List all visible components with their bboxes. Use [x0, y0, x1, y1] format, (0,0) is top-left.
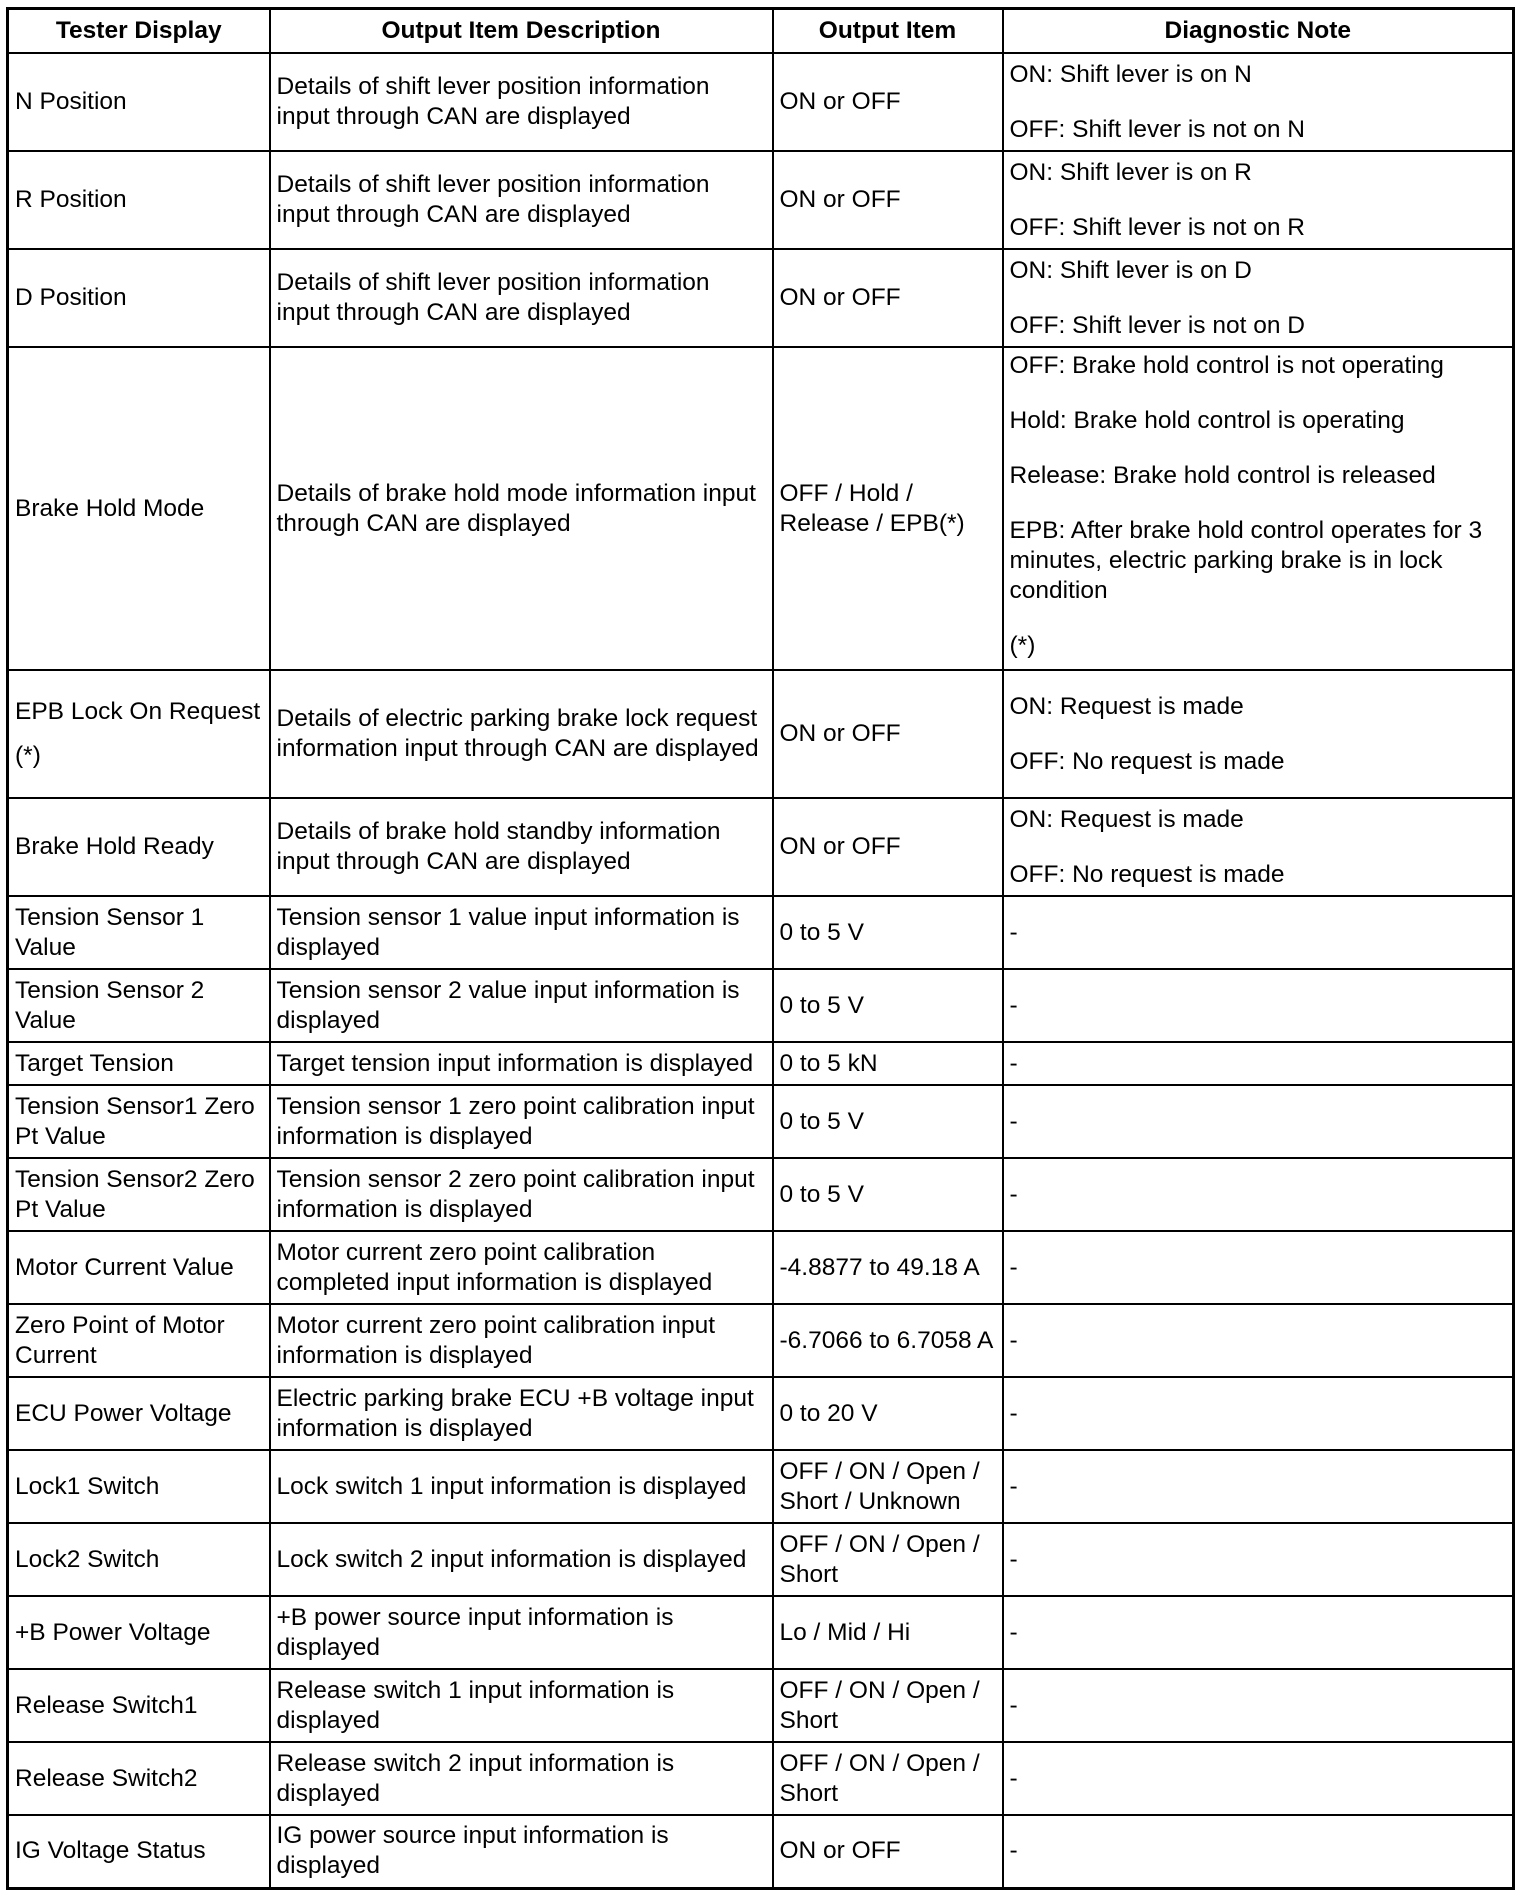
diagnostic-note-cell — [1003, 249, 1514, 347]
tester-display-cell — [8, 1669, 270, 1742]
diagnostic-note-cell — [1003, 1669, 1514, 1742]
tester-display-footnote: (*) — [15, 742, 41, 769]
table-row — [8, 1042, 1514, 1085]
output-item-cell: 0 to 20 V — [773, 1377, 1003, 1450]
table-row — [8, 1158, 1514, 1231]
header-output-item: Output Item — [773, 9, 1003, 54]
table-row — [8, 1377, 1514, 1450]
output-item-description-cell: Target tension input information is displayed — [270, 1042, 773, 1085]
diagnostic-note-line: - — [1009, 1180, 1018, 1208]
output-item-cell: OFF / ON / Open / Short — [773, 1523, 1003, 1596]
tester-display-cell — [8, 1085, 270, 1158]
diagnostic-note-line: - — [1009, 1107, 1018, 1135]
table-row — [8, 1085, 1514, 1158]
table-body — [8, 53, 1514, 1888]
table-row — [8, 347, 1514, 670]
data-monitor-table — [6, 7, 1515, 1890]
tester-display-text: D Position — [15, 284, 127, 311]
diagnostic-note-cell — [1003, 1085, 1514, 1158]
tester-display-cell — [8, 53, 270, 151]
tester-display-text: Brake Hold Ready — [15, 833, 214, 860]
output-item-cell: ON or OFF — [773, 1815, 1003, 1888]
tester-display-cell — [8, 798, 270, 896]
tester-display-cell — [8, 1042, 270, 1085]
header-output-item-description: Output Item Description — [270, 9, 773, 54]
diagnostic-note-cell — [1003, 347, 1514, 670]
diagnostic-note-line: ON: Shift lever is on D — [1009, 256, 1252, 284]
output-item-description-cell: Details of brake hold mode information input through CAN are displayed — [270, 347, 773, 670]
output-item-description-cell: Motor current zero point calibration completed input information is displayed — [270, 1231, 773, 1304]
table-row — [8, 896, 1514, 969]
tester-display-text: Target Tension — [15, 1049, 174, 1077]
diagnostic-note-line: - — [1009, 1049, 1018, 1077]
tester-display-cell — [8, 347, 270, 670]
output-item-description-cell: Tension sensor 2 value input information is displayed — [270, 969, 773, 1042]
table-row — [8, 1523, 1514, 1596]
output-item-description-cell: IG power source input information is displayed — [270, 1815, 773, 1888]
diagnostic-note-cell — [1003, 896, 1514, 969]
table-row — [8, 1669, 1514, 1742]
header-tester-display: Tester Display — [8, 9, 270, 54]
diagnostic-note-line: OFF: No request is made — [1009, 860, 1285, 888]
tester-display-cell — [8, 1158, 270, 1231]
output-item-description-cell: Details of shift lever position information input through CAN are displayed — [270, 249, 773, 347]
tester-display-cell — [8, 1742, 270, 1815]
diagnostic-note-cell — [1003, 798, 1514, 896]
table-row — [8, 670, 1514, 798]
tester-display-text: Tension Sensor 1 Value — [15, 903, 205, 961]
table-row — [8, 1742, 1514, 1815]
table-row — [8, 53, 1514, 151]
diagnostic-note-cell — [1003, 1231, 1514, 1304]
output-item-cell: OFF / ON / Open / Short / Unknown — [773, 1450, 1003, 1523]
diagnostic-note-line: OFF: Brake hold control is not operating — [1009, 352, 1444, 379]
table-row — [8, 1231, 1514, 1304]
diagnostic-note-cell — [1003, 1304, 1514, 1377]
tester-display-cell — [8, 151, 270, 249]
table-row — [8, 798, 1514, 896]
tester-display-cell — [8, 1377, 270, 1450]
tester-display-text: Release Switch1 — [15, 1691, 198, 1719]
diagnostic-note-cell — [1003, 1596, 1514, 1669]
diagnostic-note-cell — [1003, 1377, 1514, 1450]
output-item-description-cell: Lock switch 2 input information is displayed — [270, 1523, 773, 1596]
output-item-description-cell: Motor current zero point calibration input information is displayed — [270, 1304, 773, 1377]
diagnostic-note-line: ON: Request is made — [1009, 805, 1244, 833]
tester-display-text: Tension Sensor 2 Value — [15, 976, 205, 1034]
diagnostic-note-line: - — [1009, 1618, 1018, 1646]
output-item-description-cell: Lock switch 1 input information is displayed — [270, 1450, 773, 1523]
output-item-description-cell: Release switch 1 input information is displayed — [270, 1669, 773, 1742]
table-row — [8, 1450, 1514, 1523]
output-item-description-cell: Details of electric parking brake lock request information input through CAN are displayed — [270, 670, 773, 798]
output-item-description-cell: Tension sensor 1 value input information is displayed — [270, 896, 773, 969]
diagnostic-note-line: EPB: After brake hold control operates for 3 minutes, electric parking brake is in lock condition — [1009, 517, 1483, 604]
output-item-description-cell: Details of shift lever position information input through CAN are displayed — [270, 151, 773, 249]
tester-display-text: Zero Point of Motor Current — [15, 1311, 225, 1369]
diagnostic-note-cell — [1003, 53, 1514, 151]
diagnostic-note-line: (*) — [1009, 632, 1036, 659]
output-item-cell: 0 to 5 V — [773, 1085, 1003, 1158]
diagnostic-note-line: ON: Shift lever is on R — [1009, 158, 1252, 186]
output-item-cell: 0 to 5 kN — [773, 1042, 1003, 1085]
tester-display-cell — [8, 1450, 270, 1523]
output-item-cell: -4.8877 to 49.18 A — [773, 1231, 1003, 1304]
diagnostic-note-line: - — [1009, 1764, 1018, 1792]
diagnostic-note-line: ON: Shift lever is on N — [1009, 60, 1252, 88]
diagnostic-note-cell — [1003, 1523, 1514, 1596]
tester-display-cell — [8, 896, 270, 969]
table-row — [8, 1304, 1514, 1377]
output-item-cell: 0 to 5 V — [773, 1158, 1003, 1231]
diagnostic-note-line: - — [1009, 918, 1018, 946]
table-row — [8, 249, 1514, 347]
tester-display-text: Tension Sensor2 Zero Pt Value — [15, 1165, 255, 1223]
tester-display-text: +B Power Voltage — [15, 1618, 211, 1646]
output-item-description-cell: +B power source input information is displayed — [270, 1596, 773, 1669]
table-row — [8, 151, 1514, 249]
diagnostic-note-line: - — [1009, 1837, 1018, 1865]
output-item-cell: 0 to 5 V — [773, 896, 1003, 969]
diagnostic-note-line: - — [1009, 1691, 1018, 1719]
output-item-cell: 0 to 5 V — [773, 969, 1003, 1042]
tester-display-cell — [8, 1231, 270, 1304]
output-item-cell: ON or OFF — [773, 53, 1003, 151]
header-diagnostic-note: Diagnostic Note — [1003, 9, 1514, 54]
tester-display-text: N Position — [15, 88, 127, 115]
diagnostic-note-cell — [1003, 151, 1514, 249]
tester-display-text: Tension Sensor1 Zero Pt Value — [15, 1092, 255, 1150]
output-item-cell: Lo / Mid / Hi — [773, 1596, 1003, 1669]
tester-display-text: Lock2 Switch — [15, 1545, 160, 1573]
diagnostic-note-line: - — [1009, 1326, 1018, 1354]
diagnostic-note-cell — [1003, 1158, 1514, 1231]
output-item-description-cell: Tension sensor 2 zero point calibration input information is displayed — [270, 1158, 773, 1231]
table-row — [8, 969, 1514, 1042]
tester-display-text: R Position — [15, 186, 127, 213]
diagnostic-note-line: ON: Request is made — [1009, 692, 1244, 720]
output-item-description-cell: Details of brake hold standby information input through CAN are displayed — [270, 798, 773, 896]
tester-display-text: Brake Hold Mode — [15, 494, 205, 522]
diagnostic-note-line: OFF: Shift lever is not on D — [1009, 311, 1305, 339]
tester-display-cell — [8, 1815, 270, 1888]
output-item-cell: OFF / ON / Open / Short — [773, 1742, 1003, 1815]
diagnostic-note-line: OFF: Shift lever is not on N — [1009, 115, 1305, 143]
diagnostic-note-line: Hold: Brake hold control is operating — [1009, 407, 1405, 434]
output-item-description-cell: Release switch 2 input information is displayed — [270, 1742, 773, 1815]
output-item-cell: OFF / Hold / Release / EPB(*) — [773, 347, 1003, 670]
diagnostic-note-cell — [1003, 1815, 1514, 1888]
diagnostic-note-line: - — [1009, 1545, 1018, 1573]
tester-display-text: IG Voltage Status — [15, 1837, 206, 1865]
table-row — [8, 1815, 1514, 1888]
tester-display-text: Release Switch2 — [15, 1764, 198, 1792]
output-item-cell: ON or OFF — [773, 151, 1003, 249]
tester-display-text: EPB Lock On Request — [15, 698, 261, 725]
diagnostic-note-line: Release: Brake hold control is released — [1009, 462, 1436, 489]
diagnostic-note-cell — [1003, 1742, 1514, 1815]
output-item-description-cell: Tension sensor 1 zero point calibration input information is displayed — [270, 1085, 773, 1158]
tester-display-cell — [8, 1304, 270, 1377]
output-item-cell: -6.7066 to 6.7058 A — [773, 1304, 1003, 1377]
diagnostic-note-cell — [1003, 969, 1514, 1042]
output-item-description-cell: Details of shift lever position information input through CAN are displayed — [270, 53, 773, 151]
diagnostic-note-line: - — [1009, 1399, 1018, 1427]
diagnostic-note-line: OFF: Shift lever is not on R — [1009, 213, 1305, 241]
table-row — [8, 1596, 1514, 1669]
diagnostic-note-line: - — [1009, 1253, 1018, 1281]
diagnostic-note-cell — [1003, 1042, 1514, 1085]
tester-display-cell — [8, 1596, 270, 1669]
diagnostic-note-line: - — [1009, 1472, 1018, 1500]
diagnostic-note-cell — [1003, 670, 1514, 798]
diagnostic-note-line: - — [1009, 991, 1018, 1019]
output-item-description-cell: Electric parking brake ECU +B voltage input information is displayed — [270, 1377, 773, 1450]
output-item-cell: OFF / ON / Open / Short — [773, 1669, 1003, 1742]
output-item-cell: ON or OFF — [773, 670, 1003, 798]
tester-display-cell — [8, 249, 270, 347]
tester-display-cell — [8, 670, 270, 798]
diagnostic-note-cell — [1003, 1450, 1514, 1523]
tester-display-text: Lock1 Switch — [15, 1472, 160, 1500]
table-header-row — [8, 9, 1514, 54]
output-item-cell: ON or OFF — [773, 798, 1003, 896]
tester-display-cell — [8, 969, 270, 1042]
tester-display-cell — [8, 1523, 270, 1596]
tester-display-text: ECU Power Voltage — [15, 1399, 232, 1427]
diagnostic-note-line: OFF: No request is made — [1009, 747, 1285, 775]
tester-display-text: Motor Current Value — [15, 1253, 234, 1281]
output-item-cell: ON or OFF — [773, 249, 1003, 347]
